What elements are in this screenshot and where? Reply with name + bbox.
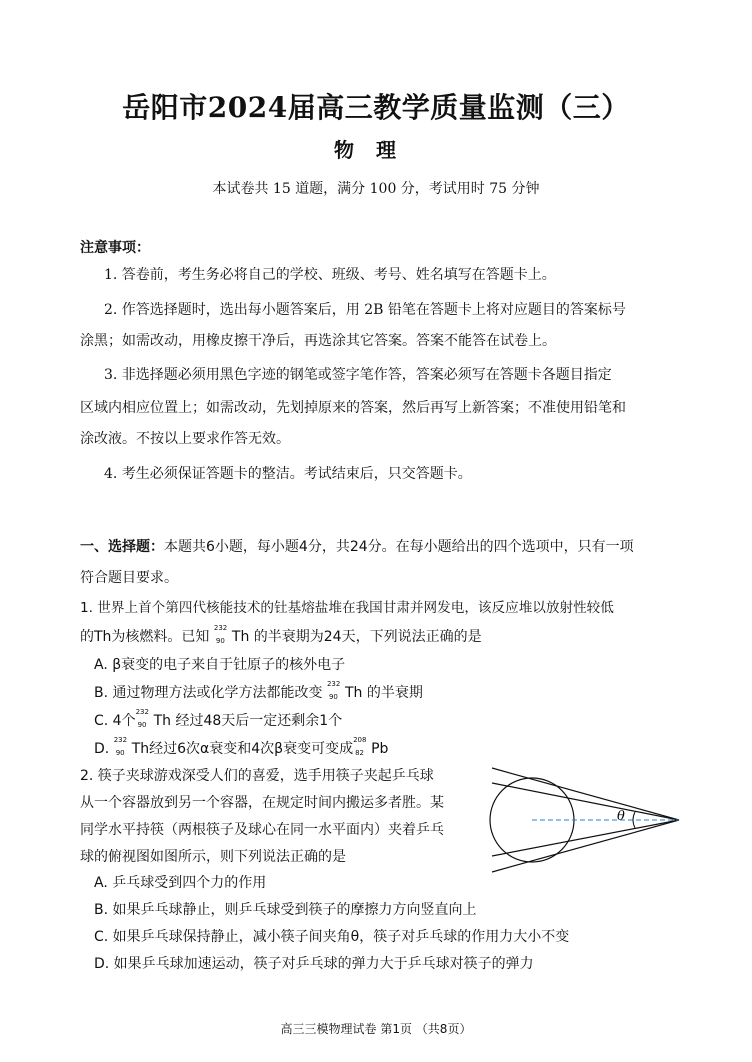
page-footer: 高三三模物理试卷 第1页 （共8页） [280,1022,472,1036]
section1-text-line1: 本题共6小题，每小题4分，共24分。在每小题给出的四个选项中，只有一项 [164,539,634,555]
q1-line2-part2: Th 的半衰期为24天，下列说法正确的是 [231,629,482,645]
nuclide-z: 90 [115,749,125,757]
q1-option-a: A. β衰变的电子来自于钍原子的核外电子 [94,657,346,673]
q2-line3: 同学水平持筷（两根筷子及球心在同一水平面内）夹着乒乓 [80,822,444,838]
chopstick-upper-outer [492,768,679,820]
nuclide-z: 90 [328,693,338,701]
q1-line1: 1. 世界上首个第四代核能技术的钍基熔盐堆在我国甘肃并网发电，该反应堆以放射性较低 [80,600,614,616]
nuclide-mass: 232 [213,624,228,632]
q1-option-c-part2: Th 经过48天后一定还剩余1个 [153,713,343,729]
note-item-3-line1: 3. 非选择题必须用黑色字迹的钢笔或签字笔作答，答案必须写在答题卡各题目指定 [104,367,612,383]
nuclide-th232 [113,736,132,757]
note-item-2-line1: 2. 作答选择题时，选出每小题答案后，用 2B 铅笔在答题卡上将对应题目的答案标号 [104,302,626,318]
q2-line1: 2. 筷子夹球游戏深受人们的喜爱，选手用筷子夹起乒乓球 [80,768,434,784]
section1-label: 一、选择题： [80,539,164,555]
q2-line4: 球的俯视图如图所示，则下列说法正确的是 [80,849,346,865]
nuclide-pb208 [353,736,371,757]
pb-mass: 208 [353,736,367,744]
note-item-3-line3: 涂改液。不按以上要求作答无效。 [80,431,290,447]
section1-heading [80,530,634,565]
chopstick-upper-inner [492,783,679,820]
q2-line2: 从一个容器放到另一个容器，在规定时间内搬运多者胜。某 [80,795,444,811]
q1-option-d-label: D. [94,741,110,757]
nuclide-th232 [326,680,345,701]
nuclide-mass: 232 [326,680,341,688]
chopstick-lower-inner [492,820,679,856]
q1-option-c-part1: C. 4个 [94,713,136,729]
page-title: 岳阳市2024届高三教学质量监测（三） [122,91,630,124]
nuclide-z: 90 [137,721,147,729]
theta-label: θ [617,809,625,824]
q1-option-b-part1: B. 通过物理方法或化学方法都能改变 [94,685,323,701]
nuclide-th232 [135,708,154,729]
angle-arc [633,812,635,828]
q2-option-a: A. 乒乓球受到四个力的作用 [94,875,267,891]
pb-z: 82 [355,749,365,757]
note-item-1: 1. 答卷前，考生务必将自己的学校、班级、考号、姓名填写在答题卡上。 [104,267,556,283]
q2-option-b: B. 如果乒乓球静止，则乒乓球受到筷子的摩擦力方向竖直向上 [94,902,477,918]
subject-title: 物理 [334,138,418,162]
q1-option-d-part3: Pb [371,741,389,757]
nuclide-mass: 232 [135,708,149,716]
section1-text-line2: 符合题目要求。 [80,570,178,586]
note-item-4: 4. 考生必须保证答题卡的整洁。考试结束后，只交答题卡。 [104,466,472,482]
q1-option-d-part2: Th经过6次α衰变和4次β衰变可变成 [131,741,354,757]
q1-option-b-part2: Th 的半衰期 [344,685,423,701]
nuclide-th232 [213,624,232,645]
chopstick-lower-outer [492,820,679,872]
q2-option-d: D. 如果乒乓球加速运动，筷子对乒乓球的弹力大于乒乓球对筷子的弹力 [94,956,534,972]
nuclide-z: 90 [215,637,225,645]
nuclide-mass: 232 [113,736,128,744]
q2-option-c: C. 如果乒乓球保持静止，减小筷子间夹角θ，筷子对乒乓球的作用力大小不变 [94,929,570,945]
q1-line2-part1: 的Th为核燃料。已知 [80,629,210,645]
exam-info: 本试卷共 15 道题，满分 100 分，考试用时 75 分钟 [212,181,540,197]
chopsticks-figure [485,760,685,880]
notes-heading: 注意事项： [80,240,150,256]
note-item-2-line2: 涂黑；如需改动，用橡皮擦干净后，再选涂其它答案。答案不能答在试卷上。 [80,333,556,349]
note-item-3-line2: 区域内相应位置上；如需改动，先划掉原来的答案，然后再写上新答案；不准使用铅笔和 [80,400,626,416]
